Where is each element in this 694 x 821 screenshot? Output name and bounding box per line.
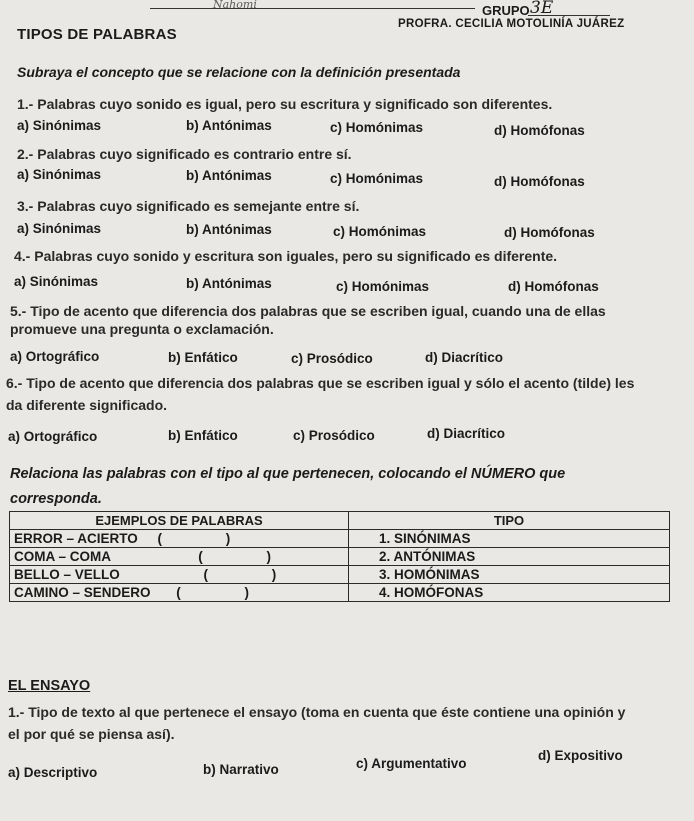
essay-question-line-2: el por qué se piensa así). bbox=[8, 726, 175, 742]
q3-option-a[interactable]: a) Sinónimas bbox=[17, 221, 102, 236]
q2-option-d[interactable]: d) Homófonas bbox=[494, 174, 585, 189]
example-cell bbox=[10, 530, 349, 548]
q6-option-d[interactable]: d) Diacrítico bbox=[427, 426, 506, 441]
section2-instruction-line-2: corresponda. bbox=[10, 491, 102, 507]
answer-blank[interactable]: ( ) bbox=[157, 531, 261, 546]
question-1-text: 1.- Palabras cuyo sonido es igual, pero su escritura y significado son diferentes. bbox=[17, 96, 553, 112]
q6-option-a[interactable]: a) Ortográfico bbox=[8, 429, 98, 444]
q2-option-a[interactable]: a) Sinónimas bbox=[17, 167, 102, 182]
student-name-handwritten: Nahomi bbox=[213, 0, 257, 11]
group-label: GRUPO bbox=[482, 3, 530, 18]
q4-option-d[interactable]: d) Homófonas bbox=[508, 279, 599, 294]
table-row bbox=[10, 548, 670, 566]
type-cell: 3. HOMÓNIMAS bbox=[349, 566, 670, 584]
matching-table bbox=[9, 511, 670, 602]
section1-instruction: Subraya el concepto que se relacione con la definición presentada bbox=[17, 64, 461, 80]
example-cell bbox=[10, 584, 349, 602]
q5-option-b[interactable]: b) Enfático bbox=[168, 350, 238, 365]
table-row bbox=[10, 530, 670, 548]
table-header-examples: EJEMPLOS DE PALABRAS bbox=[10, 512, 349, 530]
answer-blank[interactable]: ( ) bbox=[203, 567, 307, 582]
q4-option-a[interactable]: a) Sinónimas bbox=[14, 274, 99, 289]
q6-option-b[interactable]: b) Enfático bbox=[168, 428, 238, 443]
example-text: BELLO – VELLO bbox=[14, 567, 120, 582]
q4-option-b[interactable]: b) Antónimas bbox=[186, 276, 272, 291]
page-title: TIPOS DE PALABRAS bbox=[17, 26, 177, 43]
essay-option-b[interactable]: b) Narrativo bbox=[203, 762, 279, 777]
question-4-text: 4.- Palabras cuyo sonido y escritura son iguales, pero su significado es diferente. bbox=[14, 248, 558, 264]
example-text: ERROR – ACIERTO bbox=[14, 531, 138, 546]
question-3-text: 3.- Palabras cuyo significado es semejante entre sí. bbox=[17, 198, 360, 214]
q1-option-b[interactable]: b) Antónimas bbox=[186, 118, 272, 133]
table-header-type: TIPO bbox=[349, 512, 670, 530]
table-row bbox=[10, 566, 670, 584]
type-cell: 2. ANTÓNIMAS bbox=[349, 548, 670, 566]
q3-option-c[interactable]: c) Homónimas bbox=[333, 224, 427, 239]
q1-option-a[interactable]: a) Sinónimas bbox=[17, 118, 102, 133]
q6-option-c[interactable]: c) Prosódico bbox=[293, 428, 375, 443]
example-text: COMA – COMA bbox=[14, 549, 111, 564]
question-5-line-2: promueve una pregunta o exclamación. bbox=[10, 321, 274, 337]
question-6-line-1: 6.- Tipo de acento que diferencia dos palabras que se escriben igual y sólo el acento (tilde) les bbox=[6, 375, 635, 391]
example-cell bbox=[10, 548, 349, 566]
section2-instruction-line-1: Relaciona las palabras con el tipo al que pertenecen, colocando el NÚMERO que bbox=[10, 466, 566, 482]
section3-title: EL ENSAYO bbox=[8, 678, 91, 694]
essay-option-c[interactable]: c) Argumentativo bbox=[356, 756, 467, 771]
q1-option-c[interactable]: c) Homónimas bbox=[330, 120, 424, 135]
type-cell: 1. SINÓNIMAS bbox=[349, 530, 670, 548]
q2-option-c[interactable]: c) Homónimas bbox=[330, 171, 424, 186]
q3-option-d[interactable]: d) Homófonas bbox=[504, 225, 595, 240]
q2-option-b[interactable]: b) Antónimas bbox=[186, 168, 272, 183]
name-line bbox=[150, 8, 475, 9]
q5-option-d[interactable]: d) Diacrítico bbox=[425, 350, 504, 365]
example-text: CAMINO – SENDERO bbox=[14, 585, 151, 600]
answer-blank[interactable]: ( ) bbox=[176, 585, 280, 600]
question-2-text: 2.- Palabras cuyo significado es contrario entre sí. bbox=[17, 146, 352, 162]
table-row bbox=[10, 584, 670, 602]
essay-option-d[interactable]: d) Expositivo bbox=[538, 748, 623, 763]
question-6-line-2: da diferente significado. bbox=[6, 397, 168, 413]
teacher-name: PROFRA. CECILIA MOTOLINÍA JUÁREZ bbox=[398, 18, 625, 30]
answer-blank[interactable]: ( ) bbox=[198, 549, 302, 564]
essay-question-line-1: 1.- Tipo de texto al que pertenece el ensayo (toma en cuenta que éste contiene una opinión y bbox=[8, 704, 626, 720]
q3-option-b[interactable]: b) Antónimas bbox=[186, 222, 272, 237]
essay-option-a[interactable]: a) Descriptivo bbox=[8, 765, 98, 780]
q4-option-c[interactable]: c) Homónimas bbox=[336, 279, 430, 294]
q5-option-c[interactable]: c) Prosódico bbox=[291, 351, 373, 366]
group-line bbox=[528, 15, 610, 16]
q1-option-d[interactable]: d) Homófonas bbox=[494, 123, 585, 138]
group-value-handwritten: 3E bbox=[530, 0, 554, 18]
example-cell bbox=[10, 566, 349, 584]
table-header-row bbox=[10, 512, 670, 530]
type-cell: 4. HOMÓFONAS bbox=[349, 584, 670, 602]
q5-option-a[interactable]: a) Ortográfico bbox=[10, 349, 100, 364]
question-5-line-1: 5.- Tipo de acento que diferencia dos palabras que se escriben igual, cuando una de ellas bbox=[10, 303, 606, 319]
